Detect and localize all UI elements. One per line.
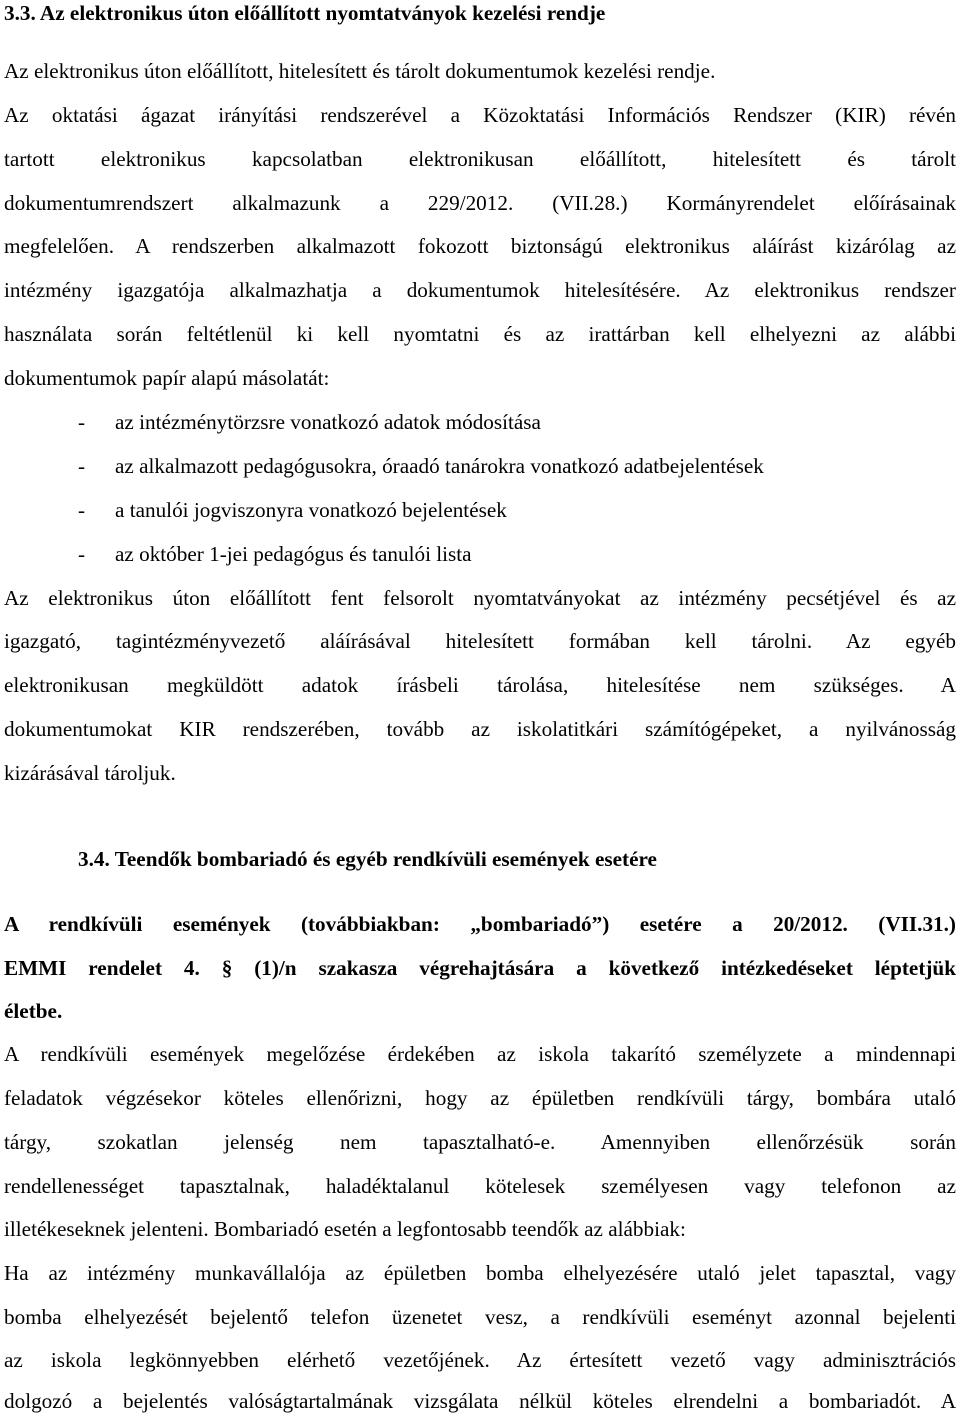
paragraph-line: kizárásával tároljuk. [4,761,176,785]
list-dash: - [78,410,86,434]
paragraph-line: az iskola legkönnyebben elérhető vezetőjének. Az értesített vezető vagy adminisztrációs [4,1348,956,1372]
paragraph-line: dokumentumrendszert alkalmazunk a 229/2012. (VII.28.) Kormányrendelet előírásainak [4,191,956,215]
list-item: - az október 1-jei pedagógus és tanulói lista [78,539,938,569]
paragraph-line: bomba elhelyezését bejelentő telefon üzenetet vesz, a rendkívüli eseményt azonnal bejelenti [4,1305,956,1329]
paragraph-line: feladatok végzésekor köteles ellenőrizni, hogy az épületben rendkívüli tárgy, bombára utaló [4,1086,956,1110]
paragraph-line: tárgy, szokatlan jelenség nem tapasztalható-e. Amennyiben ellenőrzésük során [4,1130,956,1154]
list-dash: - [78,454,86,478]
paragraph-line: illetékeseknek jelenteni. Bombariadó esetén a legfontosabb teendők az alábbiak: [4,1217,686,1241]
paragraph-line: A rendkívüli események megelőzése érdekében az iskola takarító személyzete a mindennapi [4,1042,956,1066]
paragraph-line: Ha az intézmény munkavállalója az épületben bomba elhelyezésére utaló jelet tapasztal, vagy [4,1261,956,1285]
paragraph-line: Az elektronikus úton előállított fent felsorolt nyomtatványokat az intézmény pecsétjével és az [4,586,956,610]
list-dash: - [78,542,86,566]
section-3-3-heading: 3.3. Az elektronikus úton előállított nyomtatványok kezelési rendje [4,1,606,25]
list-item: - az alkalmazott pedagógusokra, óraadó tanárokra vonatkozó adatbejelentések [78,451,938,481]
section-3-4-heading: 3.4. Teendők bombariadó és egyéb rendkívüli események esetére [78,847,657,871]
list-dash: - [78,498,86,522]
list-item: - a tanulói jogviszonyra vonatkozó bejelentések [78,495,938,525]
paragraph-line: rendellenességet tapasztalnak, haladéktalanul kötelesek személyesen vagy telefonon az [4,1174,956,1198]
paragraph-line: Az elektronikus úton előállított, hitelesített és tárolt dokumentumok kezelési rendje. [4,59,716,83]
paragraph-line: használata során feltétlenül ki kell nyomtatni és az irattárban kell elhelyezni az alábbi [4,322,956,346]
bold-paragraph-line: életbe. [4,999,63,1023]
paragraph-line: dolgozó a bejelentés valóságtartalmának vizsgálata nélkül köteles elrendelni a bombariadót. A [4,1389,956,1413]
paragraph-line: intézmény igazgatója alkalmazhatja a dokumentumok hitelesítésére. Az elektronikus rendszer [4,278,956,302]
paragraph-line: tartott elektronikus kapcsolatban elektronikusan előállított, hitelesített és tárolt [4,147,956,171]
paragraph-line: igazgató, tagintézményvezető aláírásával hitelesített formában kell tárolni. Az egyéb [4,629,956,653]
bold-paragraph-line: A rendkívüli események (továbbiakban: „bombariadó”) esetére a 20/2012. (VII.31.) [4,912,956,936]
paragraph-line: megfelelően. A rendszerben alkalmazott fokozott biztonságú elektronikus aláírást kizárólag az [4,234,956,258]
list-item: - az intézménytörzsre vonatkozó adatok módosítása [78,407,938,437]
paragraph-line: elektronikusan megküldött adatok írásbeli tárolása, hitelesítése nem szükséges. A [4,673,956,697]
paragraph-line: dokumentumok papír alapú másolatát: [4,366,330,390]
bold-paragraph-line: EMMI rendelet 4. § (1)/n szakasza végrehajtására a következő intézkedéseket léptetjük [4,956,956,980]
paragraph-line: Az oktatási ágazat irányítási rendszerével a Közoktatási Információs Rendszer (KIR) révén [4,103,956,127]
paragraph-line: dokumentumokat KIR rendszerében, tovább az iskolatitkári számítógépeket, a nyilvánosság [4,717,956,741]
